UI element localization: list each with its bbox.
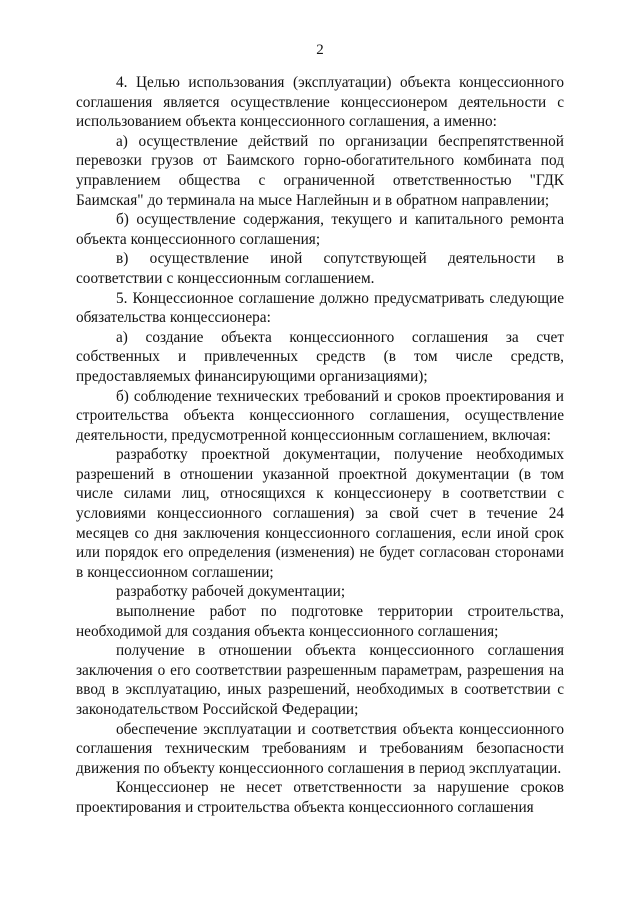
paragraph-permits: получение в отношении объекта концессионного соглашения заключения о его соответствии разрешенным параметрам, разрешения на ввод в эксплуатацию, иных разрешений, необходимых в соответствии с законодательством Российской Федерации; bbox=[76, 642, 564, 718]
paragraph-project-docs: разработку проектной документации, получение необходимых разрешений в отношении указанной проектной документации (в том числе силами лиц, относящихся к концессионеру в соответствии с условиями концессионного соглашения) за свой счет в течение 24 месяцев со дня заключения концессионного соглашения, если иной срок или порядок его определения (изменения) не будет согласован сторонами в концессионном соглашении; bbox=[76, 446, 564, 581]
paragraph-4b: б) осуществление содержания, текущего и капитального ремонта объекта концессионного соглашения; bbox=[76, 211, 564, 248]
paragraph-working-docs: разработку рабочей документации; bbox=[116, 583, 346, 601]
paragraph-operation: обеспечение эксплуатации и соответствия объекта концессионного соглашения техническим требованиям и требованиям безопасности движения по объекту концессионного соглашения в период эксплуатации. bbox=[76, 720, 564, 777]
page-number: 2 bbox=[316, 42, 324, 58]
paragraph-4: 4. Целью использования (эксплуатации) объекта концессионного соглашения является осуществление концессионером деятельности с использованием объекта концессионного соглашения, а именно: bbox=[76, 74, 564, 131]
paragraph-5b: б) соблюдение технических требований и сроков проектирования и строительства объекта концессионного соглашения, осуществление деятельности, предусмотренной концессионным соглашением, включая: bbox=[76, 387, 564, 444]
paragraph-5a: а) создание объекта концессионного соглашения за счет собственных и привлеченных средств (в том числе средств, предоставляемых финансирующими организациями); bbox=[76, 328, 564, 385]
paragraph-site-preparation: выполнение работ по подготовке территории строительства, необходимой для создания объекта концессионного соглашения; bbox=[76, 603, 564, 640]
paragraph-liability: Концессионер не несет ответственности за нарушение сроков проектирования и строительства объекта концессионного соглашения bbox=[76, 779, 564, 816]
paragraph-4v: в) осуществление иной сопутствующей деятельности в соответствии с концессионным соглашением. bbox=[76, 250, 564, 287]
document-body bbox=[76, 73, 564, 818]
paragraph-4a: а) осуществление действий по организации беспрепятственной перевозки грузов от Баимского горно-обогатительного комбината под управлением общества с ограниченной ответственностью "ГДК Баимская" до терминала на мысе Наглейнын и в обратном направлении; bbox=[76, 132, 564, 209]
paragraph-5: 5. Концессионное соглашение должно предусматривать следующие обязательства концессионера: bbox=[76, 289, 564, 327]
